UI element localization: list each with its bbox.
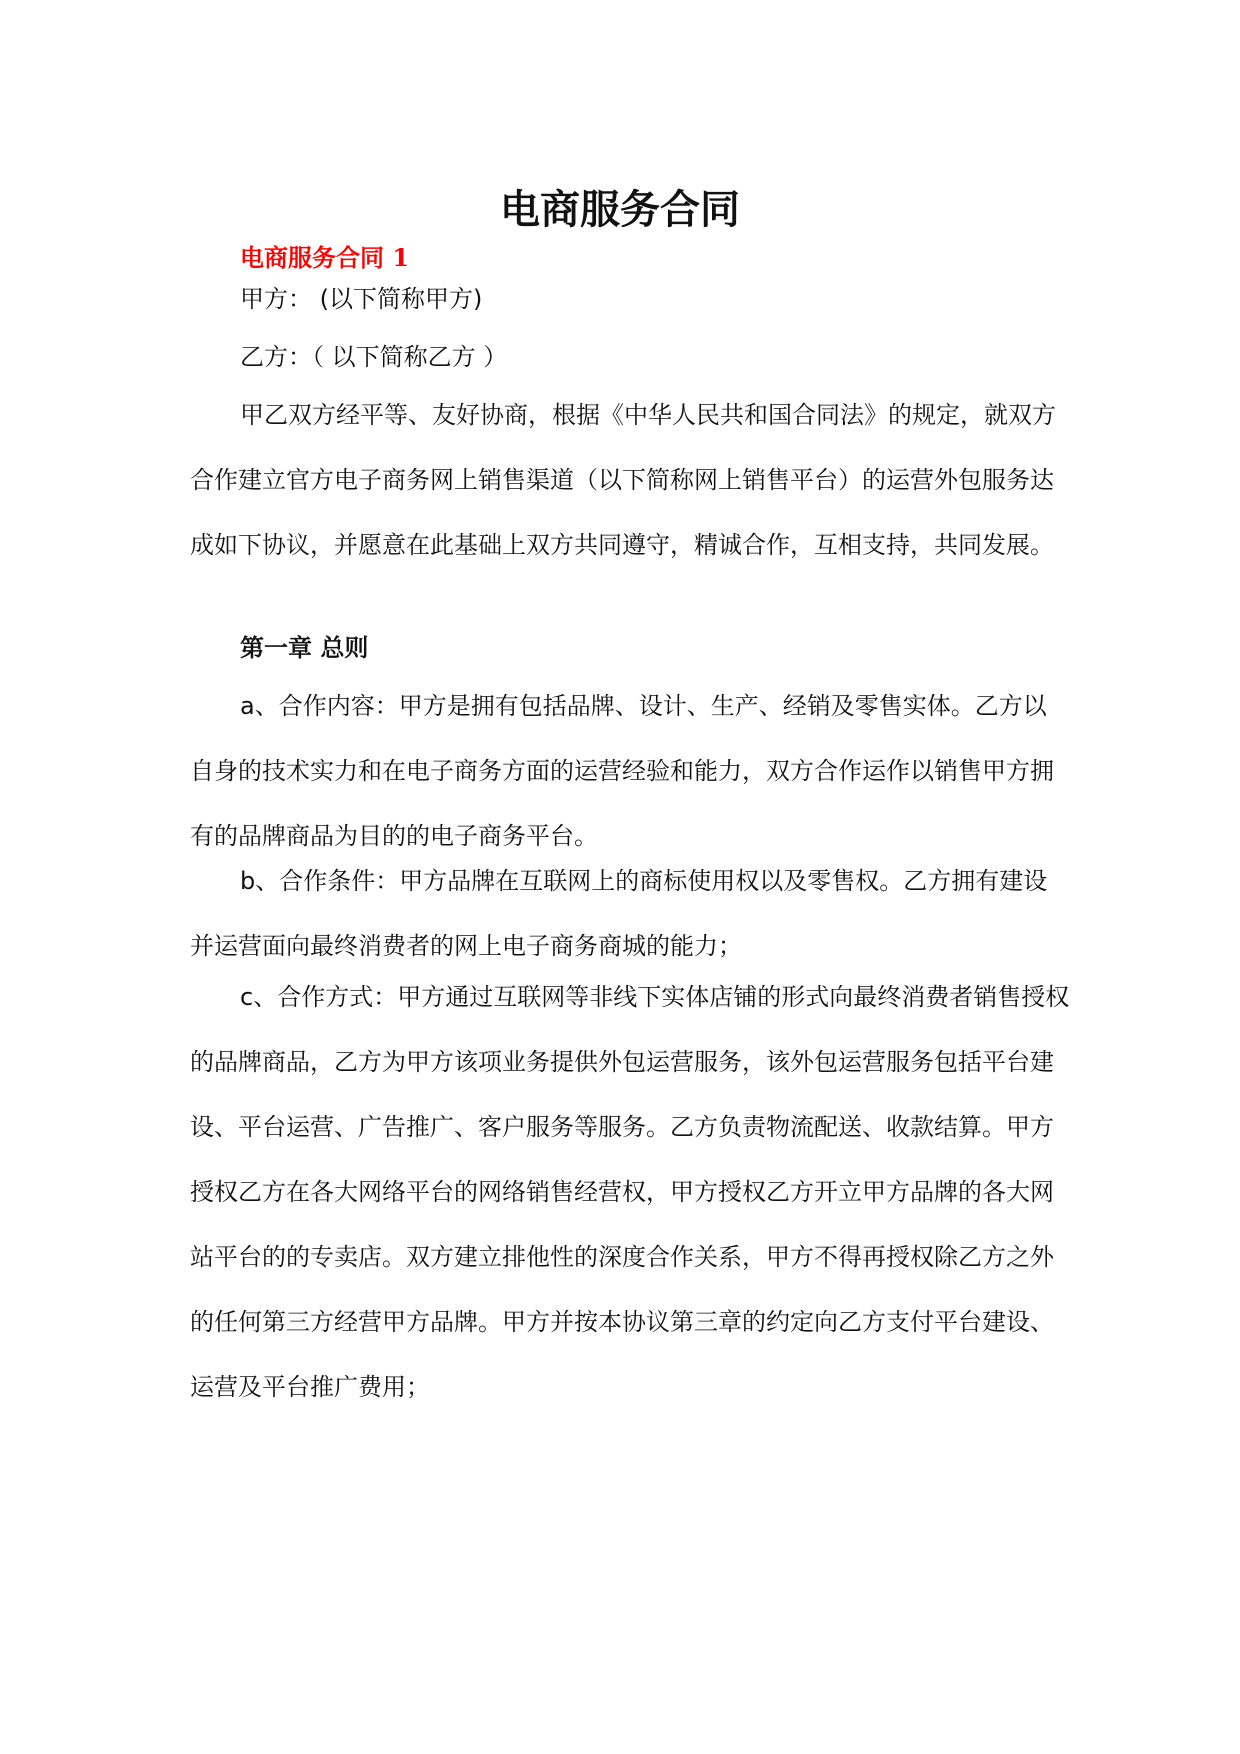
contract-subtitle: 电商服务合同 1 xyxy=(240,243,410,272)
party-b-line: 乙方：（ 以下简称乙方 ） xyxy=(240,343,508,371)
clause-b-paragraph: b、合作条件：甲方品牌在互联网上的商标使用权以及零售权。乙方拥有建设并运营面向最终消费者的网上电子商务商城的能力； xyxy=(190,867,1048,960)
clause-a-paragraph: a、合作内容：甲方是拥有包括品牌、设计、生产、经销及零售实体。乙方以自身的技术实力和在电子商务方面的运营经验和能力，双方合作运作以销售甲方拥有的品牌商品为目的的电子商务平台。 xyxy=(190,692,1054,850)
party-a-line: 甲方： (以下简称甲方) xyxy=(240,285,483,313)
clause-c-paragraph: c、合作方式：甲方通过互联网等非线下实体店铺的形式向最终消费者销售授权的品牌商品，乙方为甲方该项业务提供外包运营服务，该外包运营服务包括平台建设、平台运营、广告推广、客户服务等服务。乙方负责物流配送、收款结算。甲方授权乙方在各大网络平台的网络销售经营权，甲方授权乙方开立甲方品牌的各大网站平台的的专卖店。双方建立排他性的深度合作关系，甲方不得再授权除乙方之外的任何第三方经营甲方品牌。甲方并按本协议第三章的约定向乙方支付平台建设、运营及平台推广费用； xyxy=(190,983,1070,1401)
chapter-1-heading: 第一章 总则 xyxy=(240,634,369,662)
document-title: 电商服务合同 xyxy=(500,187,740,233)
intro-paragraph: 甲乙双方经平等、友好协商，根据《中华人民共和国合同法》的规定，就双方合作建立官方电子商务网上销售渠道（以下简称网上销售平台）的运营外包服务达成如下协议，并愿意在此基础上双方共同遵守，精诚合作，互相支持，共同发展。 xyxy=(190,401,1056,559)
